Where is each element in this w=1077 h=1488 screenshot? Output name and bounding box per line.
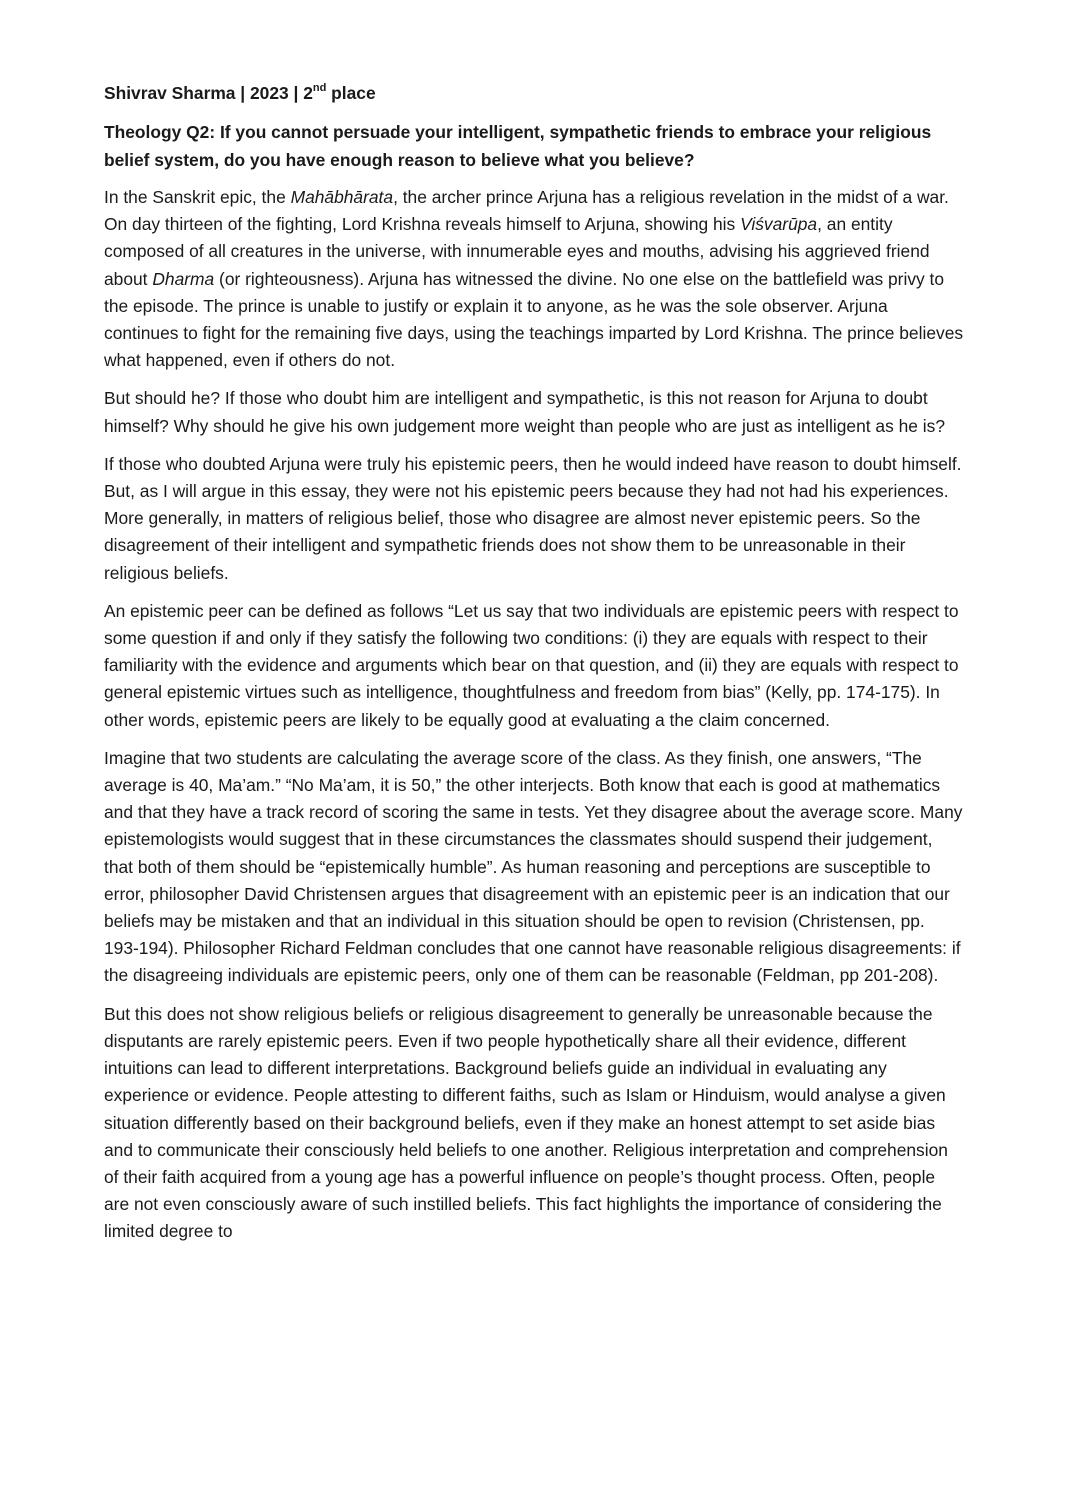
paragraph-6: But this does not show religious beliefs or religious disagreement to generally be unreasonable because the disputants are rarely epistemic peers. Even if two people hypothetically share all their evidence, different intuitions can lead to different interpretations. Background beliefs guide an individual in evaluating any experience or evidence. People attesting to different faiths, such as Islam or Hinduism, would analyse a given situation differently based on their background beliefs, even if they make an honest attempt to set aside bias and to communicate their consciously held beliefs to one another. Religious interpretation and comprehension of their faith acquired from a young age has a powerful influence on people’s thought process. Often, people are not even consciously aware of such instilled beliefs. This fact highlights the importance of considering the limited degree to	[104, 1003, 948, 1242]
byline-separator: |	[288, 83, 304, 103]
paragraph-1	[104, 184, 964, 374]
paragraph-3: If those who doubted Arjuna were truly his epistemic peers, then he would indeed have reason to doubt himself. But, as I will argue in this essay, they were not his epistemic peers because they had not had his experiences. More generally, in matters of religious belief, those who disagree are almost never epistemic peers. So the disagreement of their intelligent and sympathetic friends does not show them to be unreasonable in their religious beliefs.	[104, 453, 962, 583]
author-name: Shivrav Sharma	[104, 83, 236, 103]
italic-term: Viśvarūpa	[740, 214, 818, 235]
paragraph-4: An epistemic peer can be defined as follows “Let us say that two individuals are epistemic peers with respect to some question if and only if they satisfy the following two conditions: (i) they are equals with respect to their familiarity with the evidence and arguments which bear on that question, and (ii) they are equals with respect to general epistemic virtues such as intelligence, thoughtfulness and freedom from bias” (Kelly, pp. 174-175). In other words, epistemic peers are likely to be equally good at evaluating a the claim concerned.	[104, 600, 959, 730]
place-word: place	[326, 83, 376, 103]
italic-term: Mahābhārata	[290, 187, 394, 207]
byline	[104, 80, 964, 107]
paragraph-2: But should he? If those who doubt him are intelligent and sympathetic, is this not reason for Arjuna to doubt himself? Why should he give his own judgement more weight than people who are just as intelligent as he is?	[104, 388, 946, 436]
place-number: 2	[303, 83, 313, 103]
text-run: , an entity composed of all creatures in the universe, with innumerable eyes and mouths, advising his aggrieved friend about	[104, 214, 930, 289]
text-run: In the Sanskrit epic, the	[104, 187, 291, 207]
text-run: (or righteousness). Arjuna has witnessed the divine. No one else on the battlefield was privy to the episode. The prince is unable to justify or explain it to anyone, as he was the sole observer. Arjuna continues to fight for the remaining five days, using the teachings imparted by Lord Krishna. The prince believes what happened, even if others do not.	[104, 268, 964, 371]
text-run: , the archer prince Arjuna has a religious revelation in the midst of a war. On day thirteen of the fighting, Lord Krishna reveals himself to Arjuna, showing his	[104, 187, 949, 235]
italic-term: Dharma	[152, 268, 215, 289]
essay-question: Theology Q2: If you cannot persuade your intelligent, sympathetic friends to embrace your religious belief system, do you have enough reason to believe what you believe?	[104, 122, 932, 170]
place-suffix: nd	[312, 82, 327, 95]
paragraph-5: Imagine that two students are calculating the average score of the class. As they finish, one answers, “The average is 40, Ma’am.” “No Ma’am, it is 50,” the other interjects. Both know that each is good at mathematics and that they have a track record of scoring the same in tests. Yet they disagree about the average score. Many epistemologists would suggest that in these circumstances the classmates should suspend their judgement, that both of them should be “epistemically humble”. As human reasoning and perceptions are susceptible to error, philosopher David Christensen argues that disagreement with an epistemic peer is an indication that our beliefs may be mistaken and that an individual in this situation should be open to revision (Christensen, pp. 193-194). Philosopher Richard Feldman concludes that one cannot have reasonable religious disagreements: if the disagreeing individuals are epistemic peers, only one of them can be reasonable (Feldman, pp 201-208).	[104, 747, 963, 986]
year: 2023	[250, 83, 289, 103]
byline-separator: |	[235, 83, 250, 103]
essay-page	[104, 80, 964, 1257]
